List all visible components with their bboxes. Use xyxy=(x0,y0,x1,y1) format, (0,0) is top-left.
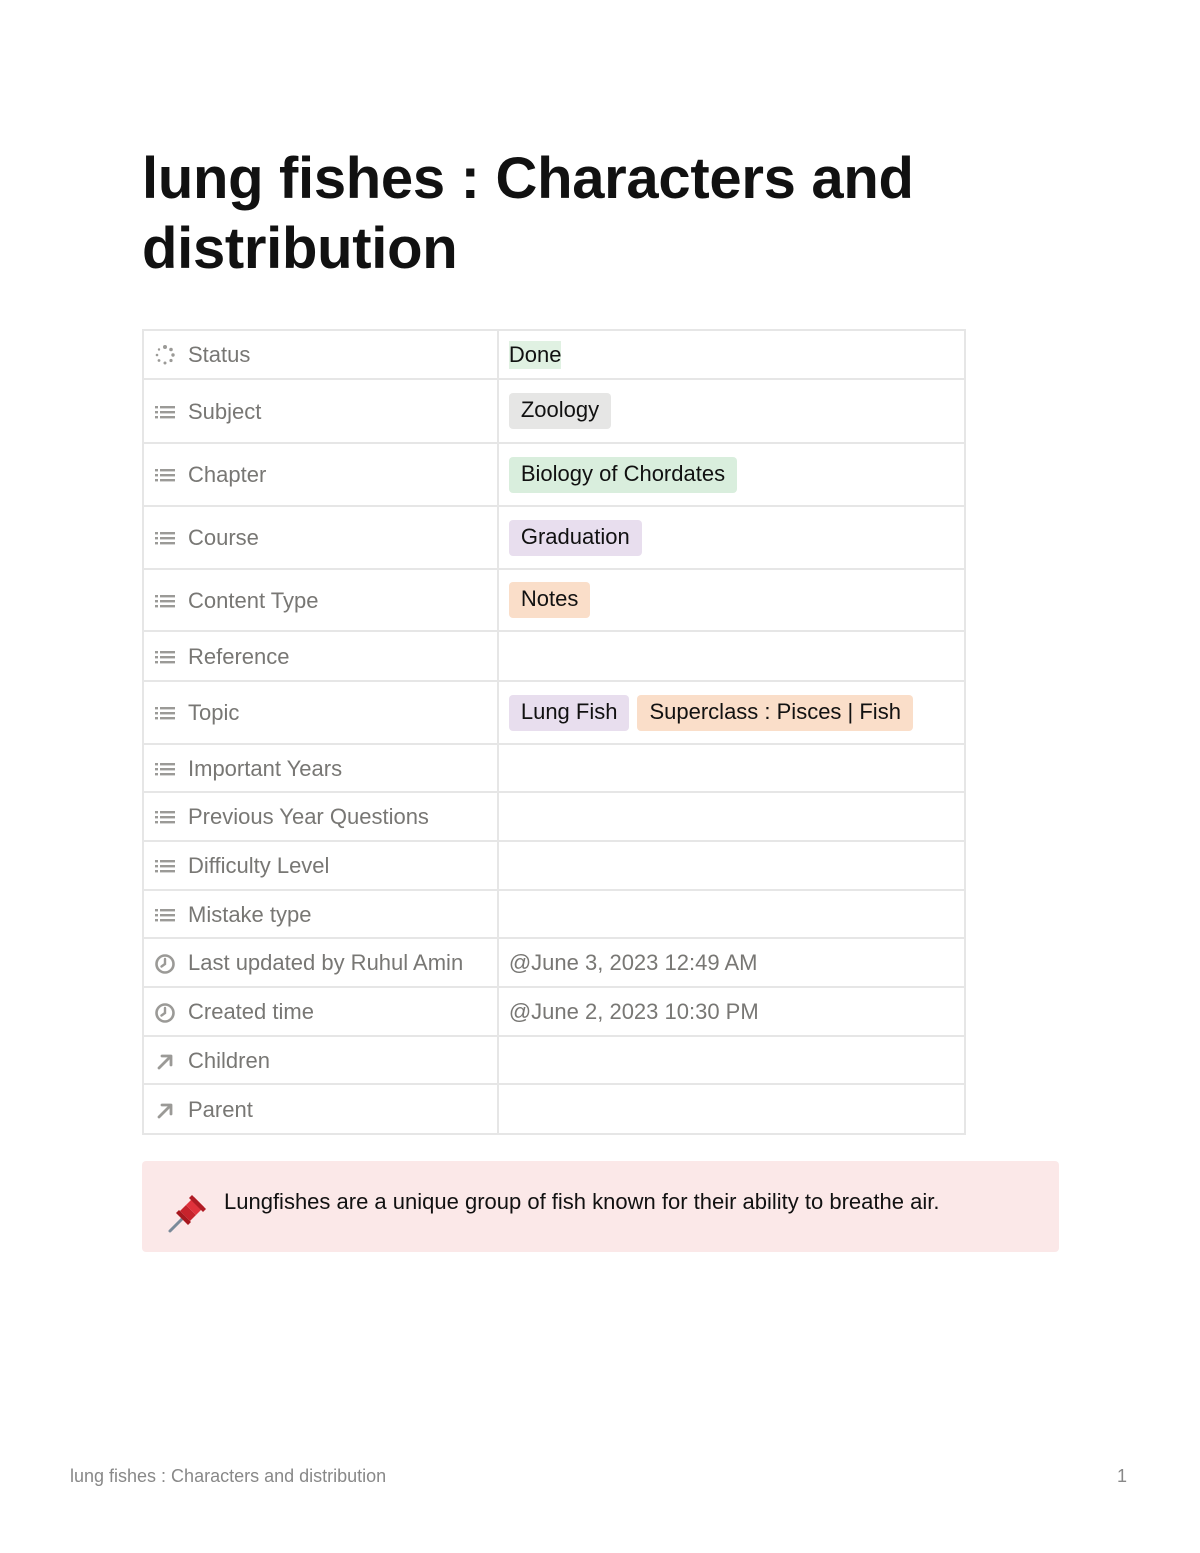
property-value-cell[interactable] xyxy=(498,443,965,506)
property-value-cell[interactable] xyxy=(498,330,965,379)
property-name-cell xyxy=(143,631,498,681)
property-name: Created time xyxy=(188,999,314,1025)
property-name-cell xyxy=(143,987,498,1036)
status-icon xyxy=(154,344,176,366)
list-icon xyxy=(154,401,176,423)
property-name-cell xyxy=(143,569,498,631)
status-badge[interactable]: Done xyxy=(508,341,562,367)
property-value-cell[interactable] xyxy=(498,744,965,792)
property-value-cell[interactable] xyxy=(498,569,965,631)
property-name-cell xyxy=(143,506,498,569)
property-name-cell xyxy=(143,890,498,938)
property-name: Mistake type xyxy=(188,901,312,927)
property-value-cell[interactable] xyxy=(498,1036,965,1084)
property-value-cell[interactable] xyxy=(498,890,965,938)
arrow-up-right-icon xyxy=(154,1050,176,1072)
page-title: lung fishes : Characters and distribution xyxy=(142,146,914,281)
property-row xyxy=(143,987,965,1036)
property-row xyxy=(143,506,965,569)
property-name: Topic xyxy=(188,700,240,726)
property-row xyxy=(143,1036,965,1084)
list-icon xyxy=(154,527,176,549)
select-tag[interactable]: Lung Fish xyxy=(509,695,630,731)
property-row xyxy=(143,443,965,506)
property-value-cell[interactable] xyxy=(498,987,965,1036)
property-row xyxy=(143,792,965,841)
property-value-cell[interactable] xyxy=(498,938,965,987)
property-name-cell xyxy=(143,1036,498,1084)
property-row xyxy=(143,938,965,987)
property-row xyxy=(143,890,965,938)
list-icon xyxy=(154,702,176,724)
property-row xyxy=(143,569,965,631)
select-tag[interactable]: Notes xyxy=(509,582,590,618)
callout-block xyxy=(142,1161,1059,1252)
date-value[interactable]: @June 3, 2023 12:49 AM xyxy=(508,949,758,975)
property-name: Important Years xyxy=(188,755,343,781)
property-name: Previous Year Questions xyxy=(188,804,429,830)
list-icon xyxy=(154,646,176,668)
property-row xyxy=(143,744,965,792)
property-name: Status xyxy=(188,342,251,368)
property-value-cell[interactable] xyxy=(498,841,965,890)
callout-text: Lungfishes are a unique group of fish known for their ability to breathe air. xyxy=(224,1189,940,1214)
footer-title: lung fishes : Characters and distribution xyxy=(70,1466,387,1486)
property-name-cell xyxy=(143,744,498,792)
property-name: Reference xyxy=(188,643,290,669)
property-name-cell xyxy=(143,1084,498,1134)
select-tag[interactable]: Biology of Chordates xyxy=(509,457,737,493)
properties-table xyxy=(142,329,966,1135)
clock-icon xyxy=(154,952,176,974)
property-name-cell xyxy=(143,379,498,443)
property-row xyxy=(143,1084,965,1134)
select-tag[interactable]: Graduation xyxy=(509,520,642,556)
property-value-cell[interactable] xyxy=(498,792,965,841)
arrow-up-right-icon xyxy=(154,1099,176,1121)
property-name-cell xyxy=(143,841,498,890)
property-name: Chapter xyxy=(188,462,267,488)
footer-page-number: 1 xyxy=(1117,1466,1128,1486)
property-name: Children xyxy=(188,1047,270,1073)
property-name-cell xyxy=(143,443,498,506)
list-icon xyxy=(154,904,176,926)
property-value-cell[interactable] xyxy=(498,506,965,569)
property-row xyxy=(143,681,965,744)
property-name: Course xyxy=(188,525,259,551)
list-icon xyxy=(154,590,176,612)
property-name: Parent xyxy=(188,1096,253,1122)
list-icon xyxy=(154,806,176,828)
property-name: Last updated by Ruhul Amin xyxy=(188,950,464,976)
property-name-cell xyxy=(143,330,498,379)
property-value-cell[interactable] xyxy=(498,631,965,681)
list-icon xyxy=(154,758,176,780)
property-row xyxy=(143,330,965,379)
property-name: Content Type xyxy=(188,587,319,613)
list-icon xyxy=(154,855,176,877)
clock-icon xyxy=(154,1001,176,1023)
property-row xyxy=(143,841,965,890)
select-tag[interactable]: Zoology xyxy=(509,393,611,429)
property-row xyxy=(143,631,965,681)
property-name: Difficulty Level xyxy=(188,853,330,879)
date-value[interactable]: @June 2, 2023 10:30 PM xyxy=(508,998,759,1024)
property-name-cell xyxy=(143,681,498,744)
property-row xyxy=(143,379,965,443)
property-value-cell[interactable] xyxy=(498,379,965,443)
property-value-cell[interactable] xyxy=(498,1084,965,1134)
property-value-cell[interactable] xyxy=(498,681,965,744)
pushpin-icon xyxy=(166,1191,210,1235)
select-tag[interactable]: Superclass : Pisces | Fish xyxy=(637,695,912,731)
property-name-cell xyxy=(143,792,498,841)
property-name: Subject xyxy=(188,398,262,424)
property-name-cell xyxy=(143,938,498,987)
list-icon xyxy=(154,464,176,486)
